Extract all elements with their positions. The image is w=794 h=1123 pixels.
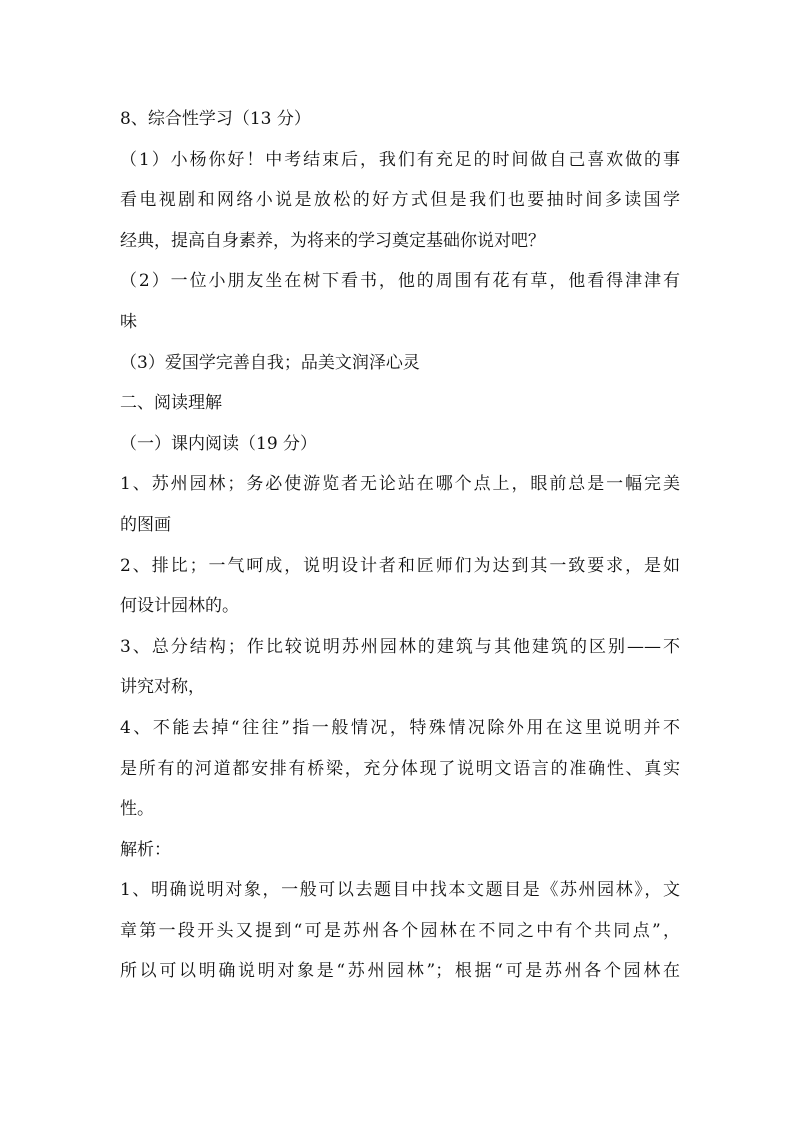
text-line: （2）一位小朋友坐在树下看书，他的周围有花有草，他看得津津有 [120,271,680,292]
document-body [120,99,680,992]
text-line: 8、综合性学习（13 分） [120,109,311,129]
text-line: 味 [120,311,137,332]
text-line: 章第一段开头又提到“可是苏州各个园林在不同之中有个共同点”， [120,920,680,941]
text-line: 2、排比；一气呵成，说明设计者和匠师们为达到其一致要求，是如 [120,555,680,576]
text-line: 4、不能去掉“往往”指一般情况，特殊情况除外用在这里说明并不 [120,717,680,738]
text-line: （3）爱国学完善自我；品美文润泽心灵 [120,352,420,373]
text-line: 性。 [120,799,154,820]
text-line: 经典，提高自身素养，为将来的学习奠定基础你说对吧？ [120,230,545,251]
text-line: 所以可以明确说明对象是“苏州园林”；根据“可是苏州各个园林在 [120,961,680,982]
text-line: 3、总分结构；作比较说明苏州园林的建筑与其他建筑的区别——不 [120,636,680,657]
text-line: 1、明确说明对象，一般可以去题目中找本文题目是《苏州园林》，文 [120,880,680,901]
subsection-heading: （一）课内阅读（19 分） [120,433,318,454]
text-line: 的图画 [120,514,171,535]
text-line: 是所有的河道都安排有桥梁，充分体现了说明文语言的准确性、真实 [120,758,680,779]
text-line: （1）小杨你好！中考结束后，我们有充足的时间做自己喜欢做的事 [120,149,680,170]
text-line: 解析： [120,839,171,860]
text-line: 看电视剧和网络小说是放松的好方式但是我们也要抽时间多读国学 [120,190,680,211]
text-line: 何设计园林的。 [120,596,239,617]
text-line: 讲究对称， [120,677,205,698]
section-heading: 二、阅读理解 [120,393,222,414]
text-line: 1、苏州园林；务必使游览者无论站在哪个点上，眼前总是一幅完美 [120,474,680,495]
